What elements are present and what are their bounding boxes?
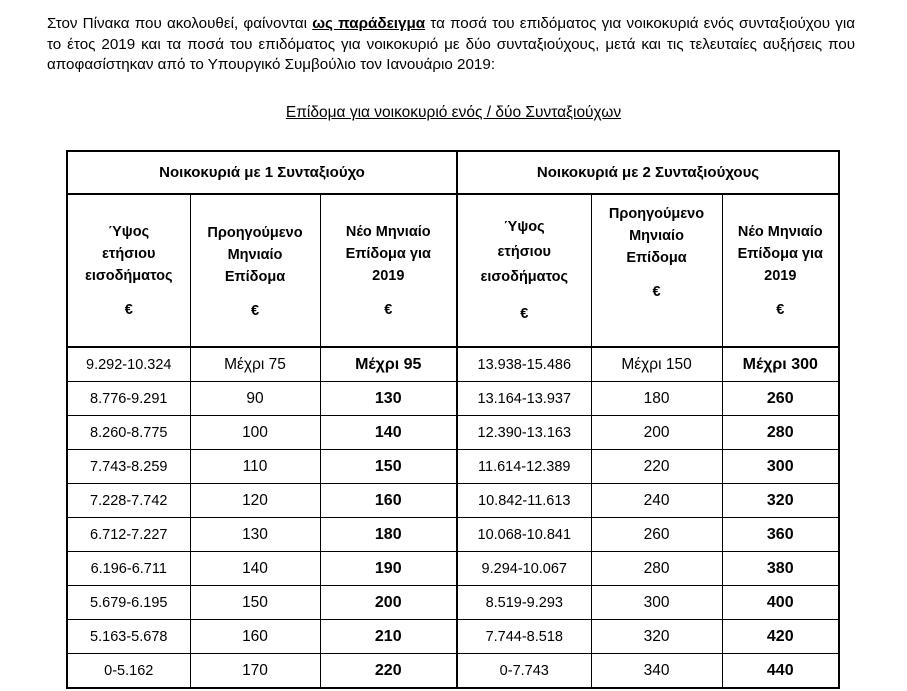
previous-benefit-two: 200 bbox=[591, 416, 722, 450]
previous-benefit-two: 220 bbox=[591, 450, 722, 484]
new-benefit-one: 160 bbox=[320, 484, 457, 518]
previous-benefit-two: 280 bbox=[591, 552, 722, 586]
col-header-previous-2: Προηγούμενο Μηνιαίο Επίδομα € bbox=[591, 194, 722, 347]
new-benefit-two: 300 bbox=[722, 450, 839, 484]
intro-emphasis: ως παράδειγμα bbox=[312, 15, 426, 32]
table-row bbox=[67, 347, 839, 382]
col-header-income-2: Ύψος ετήσιου εισοδήματος € bbox=[457, 194, 591, 347]
new-benefit-one: 210 bbox=[320, 620, 457, 654]
previous-benefit-one: 130 bbox=[190, 518, 320, 552]
new-benefit-one: 140 bbox=[320, 416, 457, 450]
group-header-two-pensioners: Νοικοκυριά με 2 Συνταξιούχους bbox=[457, 151, 839, 194]
income-range-one: 7.743-8.259 bbox=[67, 450, 190, 484]
benefit-table bbox=[66, 150, 840, 689]
col-header-income-1: Ύψος ετήσιου εισοδήματος € bbox=[67, 194, 190, 347]
currency-symbol: € bbox=[250, 302, 260, 319]
income-range-two: 11.614-12.389 bbox=[457, 450, 591, 484]
income-range-two: 10.842-11.613 bbox=[457, 484, 591, 518]
currency-symbol: € bbox=[520, 305, 529, 322]
intro-paragraph bbox=[47, 14, 855, 76]
table-row bbox=[67, 620, 839, 654]
new-benefit-two: 380 bbox=[722, 552, 839, 586]
intro-text-end: τα ποσά του επιδόματος για νοικοκυριά ενός συνταξιούχου για το έτος 2019 και τα ποσά του επιδόματος για νοικοκυριό με δύο συνταξιούχους, μετά και τις τελευταίες αυξήσεις που αποφασίστηκαν από το Υπουργικό Συμβούλιο τον Ιανουάριο 2019: bbox=[47, 15, 855, 73]
previous-benefit-one: 100 bbox=[190, 416, 320, 450]
income-range-two: 7.744-8.518 bbox=[457, 620, 591, 654]
intro-text-start: Στον Πίνακα που ακολουθεί, φαίνονται bbox=[47, 15, 313, 32]
new-benefit-two: 420 bbox=[722, 620, 839, 654]
currency-symbol: € bbox=[652, 284, 661, 300]
income-range-two: 12.390-13.163 bbox=[457, 416, 591, 450]
table-caption: Επίδομα για νοικοκυριό ενός / δύο Συνταξιούχων bbox=[285, 104, 622, 121]
new-benefit-one: 190 bbox=[320, 552, 457, 586]
income-range-one: 0-5.162 bbox=[67, 654, 190, 689]
new-benefit-two: 280 bbox=[722, 416, 839, 450]
table-row bbox=[67, 518, 839, 552]
income-range-two: 13.938-15.486 bbox=[457, 347, 591, 382]
previous-benefit-two: 260 bbox=[591, 518, 722, 552]
previous-benefit-one: 160 bbox=[190, 620, 320, 654]
new-benefit-two: 400 bbox=[722, 586, 839, 620]
income-range-one: 8.260-8.775 bbox=[67, 416, 190, 450]
table-row bbox=[67, 552, 839, 586]
group-header-one-pensioner: Νοικοκυριά με 1 Συνταξιούχο bbox=[67, 151, 457, 194]
previous-benefit-one: 170 bbox=[190, 654, 320, 689]
table-row bbox=[67, 484, 839, 518]
col-header-new-2: Νέο Μηνιαίο Επίδομα για 2019 € bbox=[722, 194, 839, 347]
income-range-one: 6.712-7.227 bbox=[67, 518, 190, 552]
income-range-one: 8.776-9.291 bbox=[67, 382, 190, 416]
previous-benefit-one: 120 bbox=[190, 484, 320, 518]
income-range-two: 9.294-10.067 bbox=[457, 552, 591, 586]
new-benefit-one: Μέχρι 95 bbox=[320, 347, 457, 382]
new-benefit-one: 180 bbox=[320, 518, 457, 552]
table-row bbox=[67, 382, 839, 416]
income-range-one: 5.163-5.678 bbox=[67, 620, 190, 654]
table-row bbox=[67, 450, 839, 484]
previous-benefit-two: 240 bbox=[591, 484, 722, 518]
currency-symbol: € bbox=[124, 301, 133, 318]
new-benefit-one: 150 bbox=[320, 450, 457, 484]
previous-benefit-one: 150 bbox=[190, 586, 320, 620]
income-range-one: 9.292-10.324 bbox=[67, 347, 190, 382]
new-benefit-two: Μέχρι 300 bbox=[722, 347, 839, 382]
new-benefit-one: 200 bbox=[320, 586, 457, 620]
income-range-one: 7.228-7.742 bbox=[67, 484, 190, 518]
income-range-one: 5.679-6.195 bbox=[67, 586, 190, 620]
table-row bbox=[67, 654, 839, 689]
currency-symbol: € bbox=[384, 301, 393, 318]
previous-benefit-two: 320 bbox=[591, 620, 722, 654]
income-range-two: 0-7.743 bbox=[457, 654, 591, 689]
new-benefit-one: 130 bbox=[320, 382, 457, 416]
new-benefit-two: 360 bbox=[722, 518, 839, 552]
new-benefit-two: 440 bbox=[722, 654, 839, 689]
income-range-two: 13.164-13.937 bbox=[457, 382, 591, 416]
table-row bbox=[67, 586, 839, 620]
previous-benefit-two: Μέχρι 150 bbox=[591, 347, 722, 382]
previous-benefit-two: 340 bbox=[591, 654, 722, 689]
new-benefit-one: 220 bbox=[320, 654, 457, 689]
table-row bbox=[67, 416, 839, 450]
income-range-two: 8.519-9.293 bbox=[457, 586, 591, 620]
col-header-new-1: Νέο Μηνιαίο Επίδομα για 2019 € bbox=[320, 194, 457, 347]
income-range-one: 6.196-6.711 bbox=[67, 552, 190, 586]
previous-benefit-one: 90 bbox=[190, 382, 320, 416]
currency-symbol: € bbox=[776, 301, 785, 318]
previous-benefit-one: 140 bbox=[190, 552, 320, 586]
new-benefit-two: 320 bbox=[722, 484, 839, 518]
previous-benefit-two: 300 bbox=[591, 586, 722, 620]
col-header-previous-1: Προηγούμενο Μηνιαίο Επίδομα € bbox=[190, 194, 320, 347]
previous-benefit-one: Μέχρι 75 bbox=[190, 347, 320, 382]
previous-benefit-two: 180 bbox=[591, 382, 722, 416]
new-benefit-two: 260 bbox=[722, 382, 839, 416]
income-range-two: 10.068-10.841 bbox=[457, 518, 591, 552]
previous-benefit-one: 110 bbox=[190, 450, 320, 484]
